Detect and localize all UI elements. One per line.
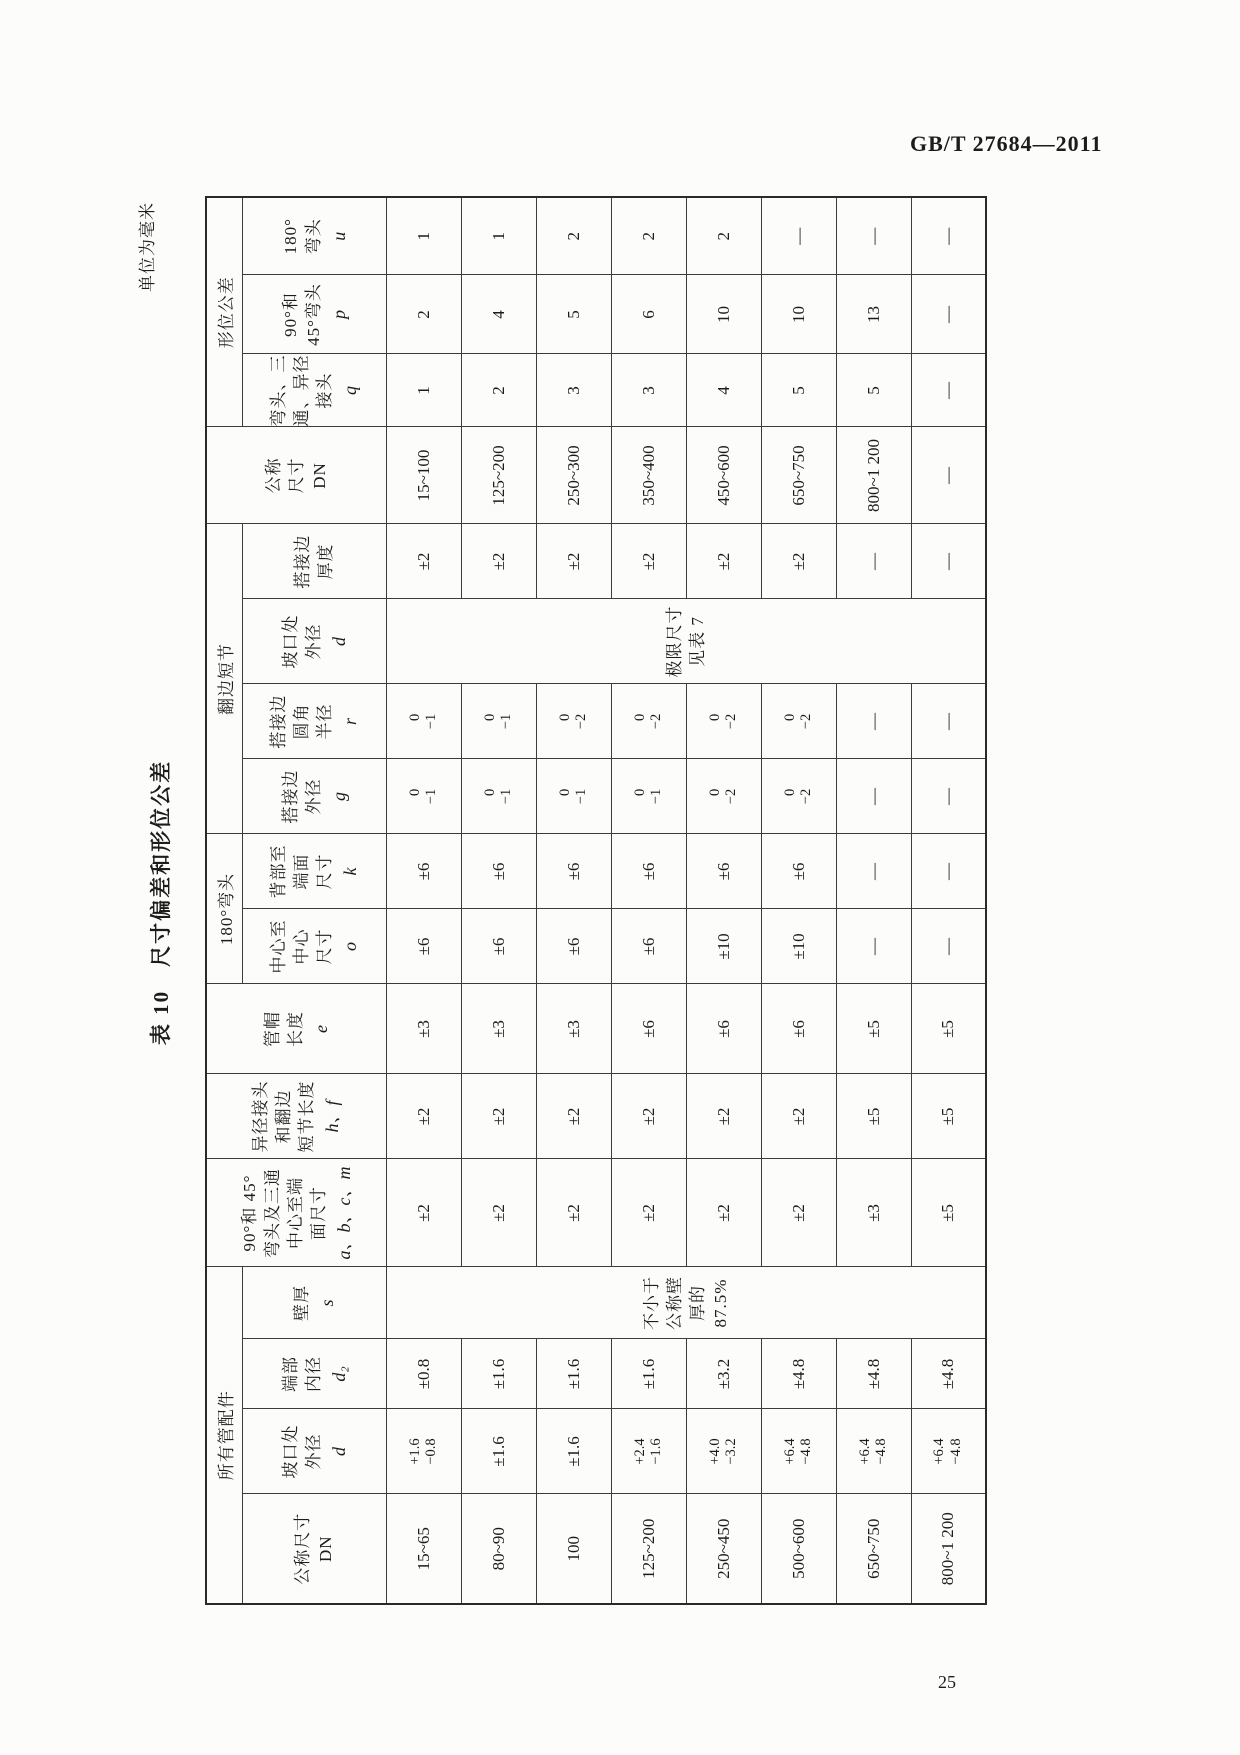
value-cell: ±5 (911, 1159, 986, 1267)
value-cell: ±1.6 (536, 1409, 611, 1494)
value-cell: ±5 (911, 1074, 986, 1159)
column-header-cell-back-to-face: 背部至 端面 尺寸 k (242, 834, 386, 909)
value-cell: 0 −2 (761, 759, 836, 834)
value-cell: 125~200 (611, 1494, 686, 1604)
value-cell: ±1.6 (611, 1339, 686, 1409)
value-cell: 2 (461, 354, 536, 427)
merged-cell-groove-od-stub: 极限尺寸 见表 7 (386, 599, 986, 684)
value-cell: ±3 (836, 1159, 911, 1267)
value-cell: 4 (686, 354, 761, 427)
value-cell: 2 (686, 197, 761, 275)
value-cell: 2 (611, 197, 686, 275)
column-header-cell-center-to-center: 中心至 中心 尺寸 o (242, 909, 386, 984)
value-cell: ±6 (536, 834, 611, 909)
value-cell: ±1.6 (461, 1339, 536, 1409)
value-cell: 15~100 (386, 427, 461, 524)
value-cell: — (836, 759, 911, 834)
value-cell: 0 −2 (611, 684, 686, 759)
value-cell: ±2 (536, 524, 611, 599)
value-cell: ±6 (461, 909, 536, 984)
value-cell: — (911, 524, 986, 599)
value-cell: ±10 (761, 909, 836, 984)
value-cell: 450~600 (686, 427, 761, 524)
value-cell: ±3 (461, 984, 536, 1074)
column-header-cell-cap-length: 管帽 长度 e (206, 984, 386, 1074)
group-header-cell: 所有管配件 (206, 1267, 242, 1604)
value-cell: +6.4 −4.8 (911, 1409, 986, 1494)
value-cell: ±6 (611, 834, 686, 909)
group-header-cell: 形位公差 (206, 197, 242, 427)
value-cell: 2 (386, 275, 461, 354)
value-cell: 0 −1 (461, 684, 536, 759)
value-cell: — (911, 427, 986, 524)
value-cell: — (911, 684, 986, 759)
group-header-cell: 180°弯头 (206, 834, 242, 984)
column-header-cell-dn-all: 公称尺寸 DN (242, 1494, 386, 1604)
value-cell: 0 −2 (686, 684, 761, 759)
value-cell: ±6 (686, 834, 761, 909)
value-cell: ±6 (386, 834, 461, 909)
value-cell: 2 (536, 197, 611, 275)
value-cell: 800~1 200 (836, 427, 911, 524)
value-cell: ±2 (761, 524, 836, 599)
value-cell: ±5 (836, 1074, 911, 1159)
value-cell: 0 −2 (761, 684, 836, 759)
column-header-cell-dn-geo: 公称 尺寸 DN (206, 427, 386, 524)
value-cell: +6.4 −4.8 (836, 1409, 911, 1494)
value-cell: 80~90 (461, 1494, 536, 1604)
value-cell: ±6 (461, 834, 536, 909)
table-caption-row (125, 200, 205, 1605)
value-cell: ±2 (386, 1159, 461, 1267)
value-cell: 0 −1 (386, 684, 461, 759)
column-header-cell-groove-od-stub: 坡口处 外径 d (242, 599, 386, 684)
value-cell: — (836, 524, 911, 599)
value-cell: ±5 (836, 984, 911, 1074)
value-cell: ±10 (686, 909, 761, 984)
value-cell: ±3.2 (686, 1339, 761, 1409)
column-header-cell-elbow-180-u: 180° 弯头 u (242, 197, 386, 275)
units-note: 单位为毫米 (138, 202, 157, 292)
value-cell: ±2 (386, 524, 461, 599)
table-row (461, 197, 536, 1604)
column-header-cell-center-to-end: 90°和 45° 弯头及三通 中心至端 面尺寸 a、b、c、m (206, 1159, 386, 1267)
value-cell: 0 −1 (536, 759, 611, 834)
value-cell: ±6 (611, 984, 686, 1074)
value-cell: 4 (461, 275, 536, 354)
value-cell: ±2 (611, 1074, 686, 1159)
table-row (536, 197, 611, 1604)
value-cell: 500~600 (761, 1494, 836, 1604)
value-cell: 0 −2 (686, 759, 761, 834)
value-cell: ±6 (761, 834, 836, 909)
value-cell: +4.0 −3.2 (686, 1409, 761, 1494)
value-cell: 0 −1 (611, 759, 686, 834)
value-cell: 6 (611, 275, 686, 354)
value-cell: +1.6 −0.8 (386, 1409, 461, 1494)
column-header-cell-wall-thickness: 壁厚 s (242, 1267, 386, 1339)
value-cell: ±6 (686, 984, 761, 1074)
value-cell: ±2 (761, 1159, 836, 1267)
value-cell: — (836, 909, 911, 984)
value-cell: 1 (461, 197, 536, 275)
value-cell: ±1.6 (536, 1339, 611, 1409)
value-cell: — (911, 909, 986, 984)
value-cell: ±2 (686, 524, 761, 599)
value-cell: 5 (761, 354, 836, 427)
value-cell: 10 (761, 275, 836, 354)
value-cell: 15~65 (386, 1494, 461, 1604)
value-cell: — (761, 197, 836, 275)
value-cell: ±6 (611, 909, 686, 984)
value-cell: ±2 (461, 1159, 536, 1267)
value-cell: ±2 (611, 524, 686, 599)
value-cell: 250~450 (686, 1494, 761, 1604)
value-cell: 0 −1 (461, 759, 536, 834)
value-cell: ±6 (761, 984, 836, 1074)
value-cell: — (836, 684, 911, 759)
value-cell: ±2 (686, 1159, 761, 1267)
rotated-table-block (125, 200, 991, 1605)
value-cell: 3 (611, 354, 686, 427)
value-cell: — (911, 759, 986, 834)
value-cell: 350~400 (611, 427, 686, 524)
value-cell: 13 (836, 275, 911, 354)
value-cell: ±2 (611, 1159, 686, 1267)
value-cell: — (911, 354, 986, 427)
value-cell: ±2 (536, 1159, 611, 1267)
value-cell: — (911, 834, 986, 909)
value-cell: ±4.8 (836, 1339, 911, 1409)
value-cell: ±4.8 (761, 1339, 836, 1409)
value-cell: ±5 (911, 984, 986, 1074)
table-row (761, 197, 836, 1604)
value-cell: 0 −1 (386, 759, 461, 834)
value-cell: — (911, 197, 986, 275)
value-cell: ±2 (761, 1074, 836, 1159)
column-header-cell-elbow-tee-reducer-q: 弯头、三 通、异径 接头 q (242, 354, 386, 427)
value-cell: 1 (386, 197, 461, 275)
value-cell: 5 (536, 275, 611, 354)
column-header-cell-end-id: 端部 内径 d₂ (242, 1339, 386, 1409)
table-title: 表 10 尺寸偏差和形位公差 (149, 759, 173, 1046)
column-header-cell-groove-od-all: 坡口处 外径 d (242, 1409, 386, 1494)
value-cell: — (836, 197, 911, 275)
value-cell: — (911, 275, 986, 354)
value-cell: +6.4 −4.8 (761, 1409, 836, 1494)
value-cell: 250~300 (536, 427, 611, 524)
table-row (686, 197, 761, 1604)
value-cell: ±0.8 (386, 1339, 461, 1409)
column-header-cell-reducer-stub-length: 异径接头 和翻边 短节长度 h、f (206, 1074, 386, 1159)
value-cell: ±3 (386, 984, 461, 1074)
standard-code: GB/T 27684—2011 (910, 131, 1103, 156)
value-cell: 1 (386, 354, 461, 427)
value-cell: +2.4 −1.6 (611, 1409, 686, 1494)
value-cell: ±6 (536, 909, 611, 984)
column-header-cell-lap-od: 搭接边 外径 g (242, 759, 386, 834)
page-number: 25 (938, 1672, 956, 1692)
value-cell: 800~1 200 (911, 1494, 986, 1604)
column-header-cell-lap-thickness: 搭接边 厚度 (242, 524, 386, 599)
value-cell: ±2 (536, 1074, 611, 1159)
value-cell: ±2 (386, 1074, 461, 1159)
column-header-cell-lap-fillet-radius: 搭接边 圆角 半径 r (242, 684, 386, 759)
value-cell: 650~750 (761, 427, 836, 524)
value-cell: 100 (536, 1494, 611, 1604)
value-cell: 125~200 (461, 427, 536, 524)
value-cell: 0 −2 (536, 684, 611, 759)
value-cell: ±2 (686, 1074, 761, 1159)
value-cell: 3 (536, 354, 611, 427)
column-header-cell-elbow-90-45-p: 90°和 45°弯头 p (242, 275, 386, 354)
value-cell: 5 (836, 354, 911, 427)
value-cell: ±4.8 (911, 1339, 986, 1409)
value-cell: ±1.6 (461, 1409, 536, 1494)
table-row (911, 197, 986, 1604)
table-row (836, 197, 911, 1604)
table-row (386, 197, 461, 1604)
tolerance-table (205, 196, 987, 1605)
value-cell: ±6 (386, 909, 461, 984)
value-cell: ±3 (536, 984, 611, 1074)
value-cell: 650~750 (836, 1494, 911, 1604)
value-cell: — (836, 834, 911, 909)
value-cell: 10 (686, 275, 761, 354)
group-header-cell: 翻边短节 (206, 524, 242, 834)
table-row (611, 197, 686, 1604)
merged-cell-wall-thickness: 不小于 公称壁 厚的 87.5% (386, 1267, 986, 1339)
value-cell: ±2 (461, 524, 536, 599)
value-cell: ±2 (461, 1074, 536, 1159)
